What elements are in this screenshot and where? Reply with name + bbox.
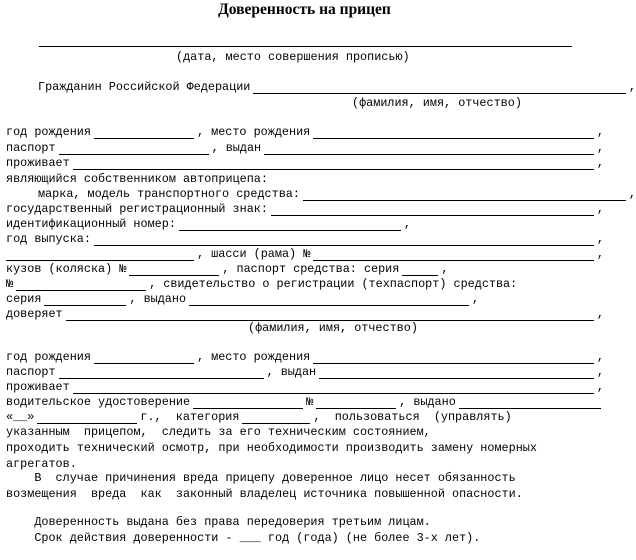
series-label: серия [6,292,42,306]
birth-year-label: год рождения [6,125,91,139]
issued-lower-label: , выдано [129,292,187,306]
chassis-label: , шасси (рама) № [197,247,311,261]
reg-sign-field[interactable] [271,204,594,216]
trustee-resides-field[interactable] [73,382,594,394]
body-line-1: указанным прицепом, следить за его техническим состоянием, [6,425,431,439]
license-issued-field[interactable] [459,397,601,409]
license-number-field[interactable] [316,397,396,409]
birth-place-field[interactable] [313,127,594,139]
date-place-hint: (дата, место совершения прописью) [176,50,410,64]
entrusted-name-field[interactable] [66,309,594,321]
trustee-birth-year-label: год рождения [6,350,91,364]
vin-field[interactable] [179,219,401,231]
license-number-sign: № [306,395,314,409]
vehicle-passport-label: , паспорт средства: серия [222,262,400,276]
entrusts-label: доверяет [6,307,63,321]
trustee-passport-label: паспорт [6,365,56,379]
certificate-issued-field[interactable] [189,294,469,306]
vehicle-passport-series-field[interactable] [402,264,438,276]
resides-field[interactable] [73,158,594,170]
chassis-field[interactable] [313,249,594,261]
certificate-series-field[interactable] [44,294,126,306]
year-abbr: г., [140,410,162,424]
owner-label: являющийся собственником автоприцепа: [6,172,268,186]
issued-by-field[interactable] [264,143,594,155]
license-issued-label: , выдано [399,395,456,409]
trustee-issued-by-label: , выдан [266,365,317,379]
body-line-2: проходить технический осмотр, при необходимости производить замену номерных [6,441,537,455]
issued-by-label: , выдан [211,141,262,155]
body-line-3: агрегатов. [6,457,77,471]
body-field[interactable] [129,264,219,276]
trustee-issued-by-field[interactable] [319,367,594,379]
trustee-resides-label: проживает [6,380,70,394]
birth-place-label: , место рождения [196,125,311,139]
body-label: кузов (коляска) № [6,262,127,276]
damage-line-2: возмещения вреда как законный владелец источника повышенной опасности. [6,487,523,501]
license-label: водительское удостоверение [6,395,191,409]
citizen-label: Гражданин Российской Федерации [38,80,251,94]
license-series-field[interactable] [193,397,303,409]
date-place-line[interactable] [39,45,572,47]
no-transfer-line: Доверенность выдана без права передоверия третьим лицам. [6,515,431,529]
citizen-name-field[interactable] [253,82,626,94]
birth-year-field[interactable] [94,127,194,139]
passport-label: паспорт [6,141,56,155]
year-made-field-cont[interactable] [6,249,194,261]
reg-certificate-label: , свидетельство о регистрации (техпаспорт) средства: [149,277,518,291]
license-date-field[interactable] [37,412,137,424]
year-made-field[interactable] [94,234,594,246]
entrusted-fio-hint: (фамилия, имя, отчество) [248,321,418,335]
citizen-fio-hint: (фамилия, имя, отчество) [352,96,522,110]
license-date-quote: «__» [6,410,35,424]
reg-sign-label: государственный регистрационный знак: [6,202,268,216]
trustee-birth-place-label: , место рождения [196,350,311,364]
document-title: Доверенность на прицеп [218,1,391,18]
use-drive-label: , пользоваться (управлять) [313,410,512,424]
category-label: категория [175,410,240,424]
vehicle-passport-number-field[interactable] [16,279,146,291]
number-sign: № [6,277,14,291]
make-model-field[interactable] [303,189,626,201]
make-model-label: марка, модель транспортного средства: [38,187,300,201]
trustee-birth-year-field[interactable] [94,352,194,364]
vin-label: идентификационный номер: [6,217,176,231]
year-made-label: год выпуска: [6,232,91,246]
category-field[interactable] [242,412,310,424]
resides-label: проживает [6,156,70,170]
trustee-birth-place-field[interactable] [313,352,594,364]
damage-line-1: В случае причинения вреда прицепу доверенное лицо несет обязанность [6,471,516,485]
passport-field[interactable] [59,143,209,155]
validity-line: Срок действия доверенности - ___ год (года) (не более 3-х лет). [6,531,481,545]
trustee-passport-field[interactable] [59,367,264,379]
